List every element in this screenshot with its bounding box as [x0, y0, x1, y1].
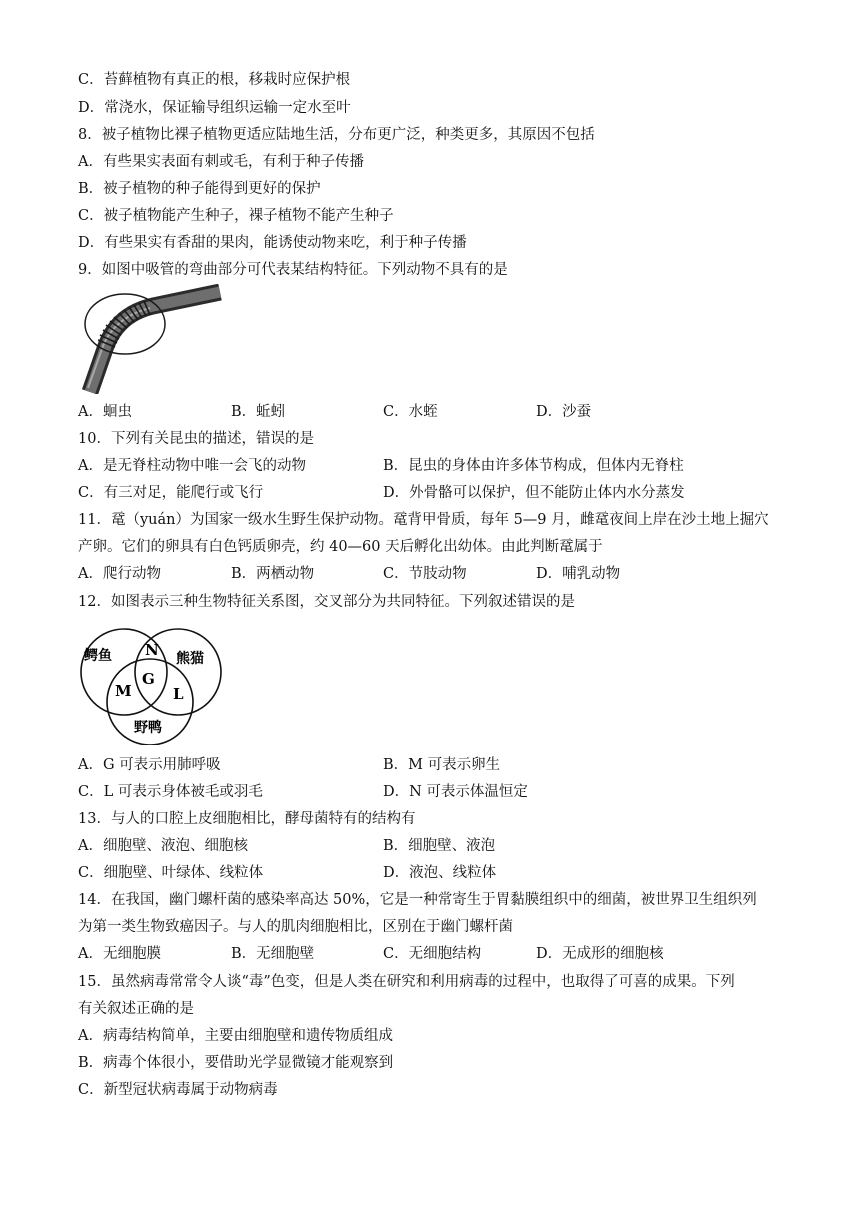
straw-figure	[78, 284, 223, 394]
q15-stem-line1: 15．虽然病毒常常令人谈“毒”色变，但是人类在研究和利用病毒的过程中，也取得了可喜的成果。下列	[78, 974, 735, 990]
q8-option-a: A．有些果实表面有刺或毛，有利于种子传播	[78, 154, 364, 170]
q15-option-c: C．新型冠状病毒属于动物病毒	[78, 1082, 278, 1098]
q14-option-c: C．无细胞结构	[383, 946, 482, 962]
q14-stem-line1: 14．在我国，幽门螺杆菌的感染率高达 50%，它是一种常寄生于胃黏膜组织中的细菌，被世界卫生组织列	[78, 892, 757, 908]
venn-region-n: N	[145, 641, 159, 659]
q9-option-b: B．蚯蚓	[231, 404, 286, 420]
q11-option-d: D．哺乳动物	[536, 566, 621, 582]
q7-option-d: D．常浇水，保证输导组织运输一定水至叶	[78, 100, 351, 116]
q15-stem-line2: 有关叙述正确的是	[78, 1001, 194, 1017]
q7-option-c: C．苔藓植物有真正的根，移栽时应保护根	[78, 72, 351, 88]
q10-stem: 10．下列有关昆虫的描述，错误的是	[78, 431, 314, 447]
q12-stem: 12．如图表示三种生物特征关系图，交叉部分为共同特征。下列叙述错误的是	[78, 594, 575, 610]
q11-option-a: A．爬行动物	[78, 566, 161, 582]
q13-option-b: B．细胞壁、液泡	[383, 838, 496, 854]
q14-option-b: B．无细胞壁	[231, 946, 315, 962]
q15-option-b: B．病毒个体很小，要借助光学显微镜才能观察到	[78, 1055, 394, 1071]
q8-option-d: D．有些果实有香甜的果肉，能诱使动物来吃，利于种子传播	[78, 235, 467, 251]
venn-diagram	[78, 620, 228, 745]
venn-label-panda: 熊猫	[176, 651, 204, 667]
q11-stem-line1: 11．鼋（yuán）为国家一级水生野生保护动物。鼋背甲骨质，每年 5—9 月，雌鼋夜间上岸在沙土地上掘穴	[78, 512, 769, 528]
q9-option-d: D．沙蚕	[536, 404, 592, 420]
venn-label-duck: 野鸭	[134, 720, 162, 736]
q11-option-b: B．两栖动物	[231, 566, 315, 582]
q13-option-d: D．液泡、线粒体	[383, 865, 497, 881]
venn-region-l: L	[173, 685, 184, 703]
q8-option-b: B．被子植物的种子能得到更好的保护	[78, 181, 321, 197]
q10-option-a: A．是无脊柱动物中唯一会飞的动物	[78, 458, 306, 474]
q9-stem: 9．如图中吸管的弯曲部分可代表某结构特征。下列动物不具有的是	[78, 262, 508, 278]
q9-option-a: A．蛔虫	[78, 404, 132, 420]
q12-option-d: D．N 可表示体温恒定	[383, 784, 528, 800]
q14-option-d: D．无成形的细胞核	[536, 946, 664, 962]
q11-stem-line2: 产卵。它们的卵具有白色钙质卵壳，约 40—60 天后孵化出幼体。由此判断鼋属于	[78, 539, 603, 555]
q12-option-b: B．M 可表示卵生	[383, 757, 501, 773]
q8-option-c: C．被子植物能产生种子，裸子植物不能产生种子	[78, 208, 394, 224]
venn-region-g: G	[142, 670, 155, 688]
q8-stem: 8．被子植物比裸子植物更适应陆地生活，分布更广泛，种类更多，其原因不包括	[78, 127, 595, 143]
venn-region-m: M	[115, 682, 132, 700]
q13-option-a: A．细胞壁、液泡、细胞核	[78, 838, 248, 854]
q13-stem: 13．与人的口腔上皮细胞相比，酵母菌特有的结构有	[78, 811, 416, 827]
q11-option-c: C．节肢动物	[383, 566, 467, 582]
q12-option-a: A．G 可表示用肺呼吸	[78, 757, 221, 773]
bent-straw-image	[78, 284, 223, 394]
q10-option-d: D．外骨骼可以保护，但不能防止体内水分蒸发	[383, 485, 685, 501]
q13-option-c: C．细胞壁、叶绿体、线粒体	[78, 865, 264, 881]
q14-stem-line2: 为第一类生物致癌因子。与人的肌肉细胞相比，区别在于幽门螺杆菌	[78, 919, 513, 935]
q10-option-b: B．昆虫的身体由许多体节构成，但体内无脊柱	[383, 458, 684, 474]
q9-option-c: C．水蛭	[383, 404, 438, 420]
q10-option-c: C．有三对足，能爬行或飞行	[78, 485, 264, 501]
venn-label-crocodile: 鳄鱼	[84, 648, 112, 664]
q12-option-c: C．L 可表示身体被毛或羽毛	[78, 784, 263, 800]
q14-option-a: A．无细胞膜	[78, 946, 161, 962]
q15-option-a: A．病毒结构简单，主要由细胞壁和遗传物质组成	[78, 1028, 393, 1044]
